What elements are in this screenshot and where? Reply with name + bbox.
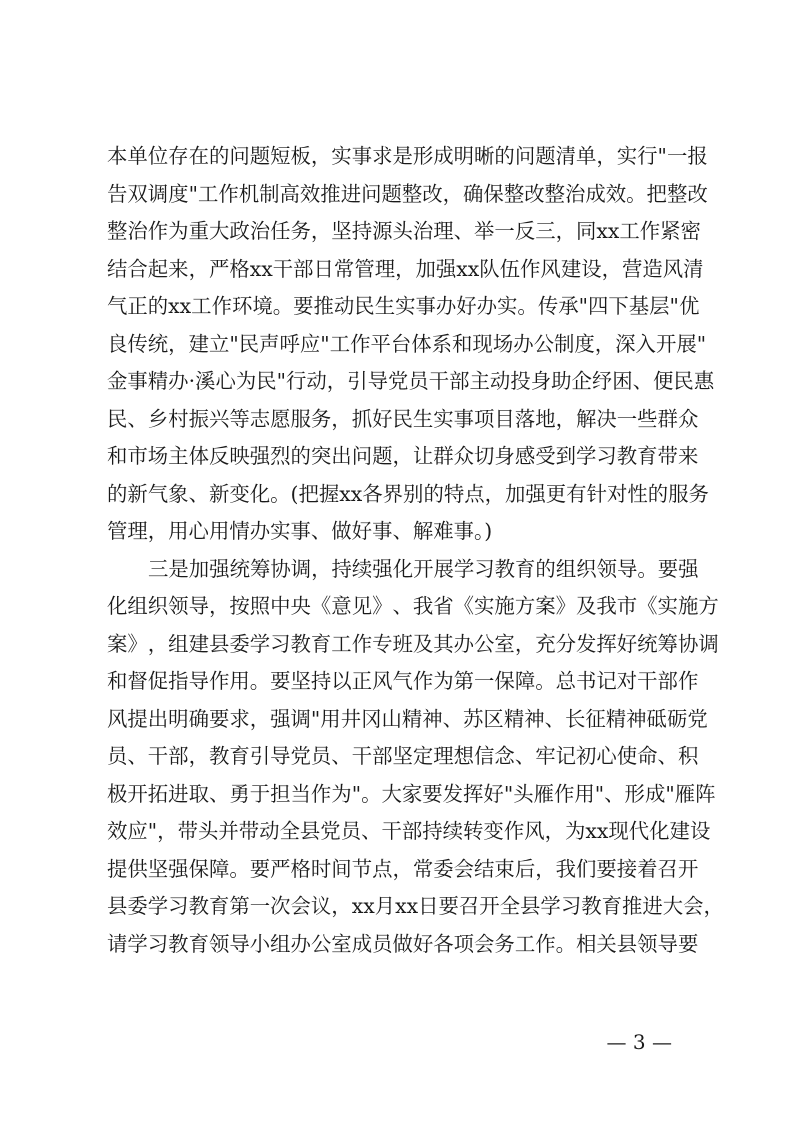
paragraph-line: 请 学 习 教 育 领 导 小 组 办 公 室 成 员 做 好 各 项 会 务 工 作 。 相 关 县 领 导 要 (107, 931, 699, 956)
paragraph-line: 金 事 精 办 · 溪 心 为 民 " 行 动 ， 引 导 党 员 干 部 主 动 投 身 助 企 纾 困 、 便 民 惠 (107, 369, 715, 393)
paragraph-line: 和 市 场 主 体 反 映 强 烈 的 突 出 问 题 ， 让 群 众 切 身 感 受 到 学 习 教 育 带 来 (107, 444, 699, 468)
paragraph-line: 案 》 ， 组 建 县 委 学 习 教 育 工 作 专 班 及 其 办 公 室 ， 充 分 发 挥 好 统 筹 协 调 (107, 631, 719, 656)
paragraph-line: 本 单 位 存 在 的 问 题 短 板 ， 实 事 求 是 形 成 明 晰 的 问 题 清 单 ， 实 行 " 一 报 (107, 144, 708, 168)
paragraph-line: 结 合 起 来 ， 严 格 x x 干 部 日 常 管 理 ， 加 强 x x 队 伍 作 风 建 设 ， 营 造 风 清 (107, 256, 704, 281)
paragraph-line: 员 、 干 部 ， 教 育 引 导 党 员 、 干 部 坚 定 理 想 信 念 、 牢 记 初 心 使 命 、 积 (107, 744, 699, 768)
paragraph-line: 风 提 出 明 确 要 求 ， 强 调 " 用 井 冈 山 精 神 、 苏 区 精 神 、 长 征 精 神 砥 砺 党 (107, 706, 708, 731)
paragraph-line: 整 治 作 为 重 大 政 治 任 务 ， 坚 持 源 头 治 理 、 举 一 反 三 ， 同 x x 工 作 紧 密 (107, 219, 701, 243)
paragraph-line: 三 是 加 强 统 筹 协 调 ， 持 续 强 化 开 展 学 习 教 育 的 组 织 领 导 。 要 强 (148, 556, 699, 581)
paragraph-line: 提 供 坚 强 保 障 。 要 严 格 时 间 节 点 ， 常 委 会 结 束 后 ， 我 们 要 接 着 召 开 (107, 856, 699, 881)
paragraph-line: 的 新 气 象 、 新 变 化 。 ( 把 握 x x 各 界 别 的 特 点 ， 加 强 更 有 针 对 性 的 服 务 (107, 481, 709, 506)
paragraph-line: 民 、 乡 村 振 兴 等 志 愿 服 务 ， 抓 好 民 生 实 事 项 目 落 地 ， 解 决 一 些 群 众 (107, 406, 699, 431)
paragraph-line: 管理，用心用情办实事、做好事、解难事。) (107, 519, 493, 543)
paragraph-line: 和 督 促 指 导 作 用 。 要 坚 持 以 正 风 气 作 为 第 一 保 障 。 总 书 记 对 干 部 作 (107, 669, 699, 693)
paragraph-line: 效 应 " ， 带 头 并 带 动 全 县 党 员 、 干 部 持 续 转 变 作 风 ， 为 x x 现 代 化 建 设 (107, 819, 711, 843)
body-text (107, 138, 724, 963)
paragraph-line: 气 正 的 x x 工 作 环 境 。 要 推 动 民 生 实 事 办 好 办 实 。 传 承 " 四 下 基 层 " 优 (107, 294, 700, 318)
paragraph-line: 良 传 统 ， 建 立 " 民 声 呼 应 " 工 作 平 台 体 系 和 现 场 办 公 制 度 ， 深 入 开 展 " (107, 331, 707, 356)
page-number: — 3 — (606, 1030, 672, 1054)
paragraph-line: 县 委 学 习 教 育 第 一 次 会 议 ， x x 月 x x 日 要 召 开 全 县 学 习 教 育 推 进 大 会 ， (107, 894, 724, 918)
paragraph-line: 化 组 织 领 导 ， 按 照 中 央 《 意 见 》 、 我 省 《 实 施 方 案 》 及 我 市 《 实 施 方 (107, 594, 719, 618)
paragraph-line: 告 双 调 度 " 工 作 机 制 高 效 推 进 问 题 整 改 ， 确 保 整 改 整 治 成 效 。 把 整 改 (107, 181, 708, 206)
paragraph-line: 极 开 拓 进 取 、 勇 于 担 当 作 为 " 。 大 家 要 发 挥 好 " 头 雁 作 用 " 、 形 成 " 雁 阵 (107, 781, 716, 806)
